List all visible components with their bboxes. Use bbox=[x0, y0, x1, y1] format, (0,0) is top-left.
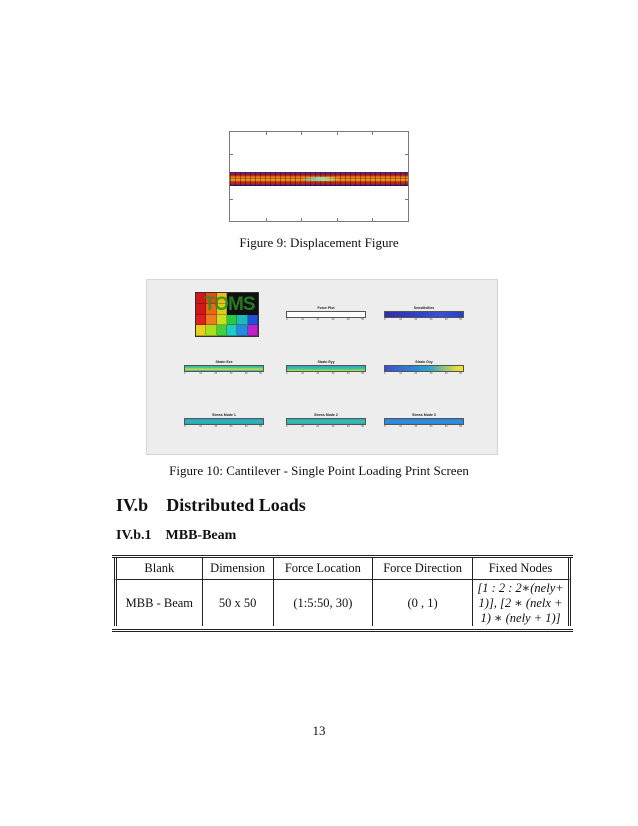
figure10-caption: Figure 10: Cantilever - Single Point Loading Print Screen bbox=[169, 463, 469, 478]
panel-strain-gxy: Strain Gxy 0 10 20 30 40 50 bbox=[384, 360, 464, 376]
header-fixed-nodes: Fixed Nodes bbox=[473, 557, 571, 580]
parameters-table bbox=[114, 557, 571, 626]
header-force-direction: Force Direction bbox=[373, 557, 473, 580]
cell-dimension: 50 x 50 bbox=[203, 580, 274, 626]
cell-fixed-nodes: [1 : 2 : 2∗(nely+ 1)], [2 ∗ (nelx + 1) ∗ (nely + 1)] bbox=[473, 580, 571, 626]
header-dimension: Dimension bbox=[203, 557, 274, 580]
tops-logo-text: TOMS bbox=[204, 294, 255, 315]
page-number: 13 bbox=[312, 723, 326, 738]
panel-stress-mode-2: Stress Mode 2 0 10 20 30 40 50 bbox=[286, 413, 366, 429]
cell-force-location: (1:5:50, 30) bbox=[274, 580, 374, 626]
panel-sensitivities: Sensitivities 0 10 20 30 40 50 bbox=[384, 306, 464, 322]
panel-force-plot: Force Plot 0 10 20 30 40 50 bbox=[286, 306, 366, 322]
displacement-figure bbox=[229, 131, 409, 222]
section-heading: IV.b Distributed Loads bbox=[116, 495, 306, 515]
header-force-location: Force Location bbox=[274, 557, 374, 580]
panel-stress-mode-1: Stress Mode 1 0 10 20 30 40 50 bbox=[184, 413, 264, 429]
table-row bbox=[114, 580, 571, 626]
cell-blank: MBB - Beam bbox=[114, 580, 203, 626]
header-blank: Blank bbox=[114, 557, 203, 580]
figure9-caption: Figure 9: Displacement Figure bbox=[239, 235, 399, 250]
displacement-beam-center bbox=[301, 177, 340, 181]
panel-stress-mode-3: Stress Mode 3 0 10 20 30 40 50 bbox=[384, 413, 464, 429]
panel-strain-exx: Strain Exx 0 10 20 30 40 50 bbox=[184, 360, 264, 376]
table-header-row bbox=[114, 557, 571, 580]
cantilever-print-screen bbox=[146, 279, 498, 455]
panel-strain-eyy: Strain Eyy 0 10 20 30 40 50 bbox=[286, 360, 366, 376]
subsection-heading: IV.b.1 MBB-Beam bbox=[116, 528, 237, 543]
cell-force-direction: (0 , 1) bbox=[373, 580, 473, 626]
